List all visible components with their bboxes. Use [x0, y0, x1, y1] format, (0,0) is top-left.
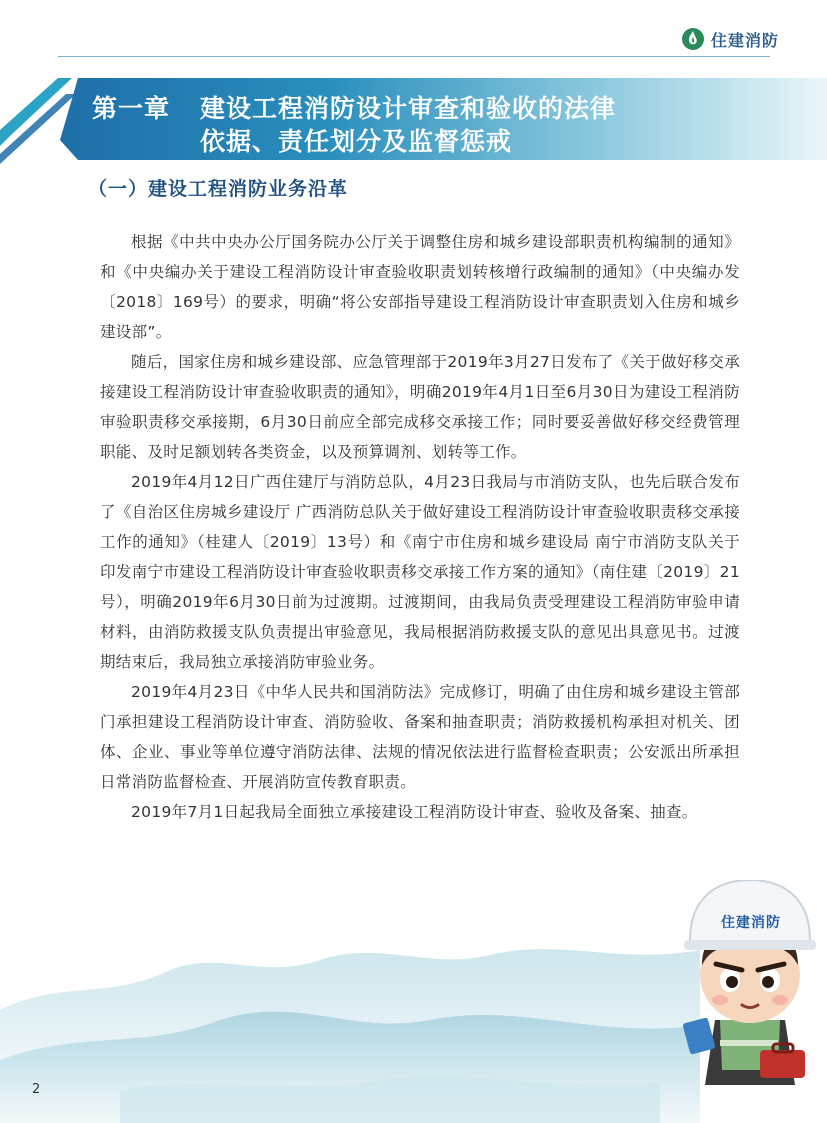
chapter-number: 第一章 [92, 94, 171, 123]
paragraph: 随后，国家住房和城乡建设部、应急管理部于2019年3月27日发布了《关于做好移交承接建设工程消防设计审查验收职责的通知》，明确2019年4月1日至6月30日为建设工程消防审验职责移交承接期，6月30日前应全部完成移交承接工作；同时要妥善做好移交经费管理职能、及时足额划转各类资金，以及预算调剂、划转等工作。 [100, 353, 740, 461]
paragraph: 根据《中共中央办公厅国务院办公厅关于调整住房和城乡建设部职责机构编制的通知》和《中央编办关于建设工程消防设计审查验收职责划转核增行政编制的通知》（中央编办发〔2018〕169号）的要求，明确“将公安部指导建设工程消防设计审查职责划入住房和城乡建设部”。 [100, 233, 740, 341]
page-number: 2 [32, 1082, 41, 1097]
brand [681, 27, 779, 51]
chapter-title [92, 92, 732, 158]
mascot-helmet-text: 住建消防 [721, 915, 781, 931]
fire-safety-logo-icon [681, 27, 705, 51]
chapter-title-line2: 依据、责任划分及监督惩戒 [200, 127, 513, 156]
body-content [100, 227, 740, 827]
paragraph: 2019年7月1日起我局全面独立承接建设工程消防设计审查、验收及备案、抽查。 [131, 803, 698, 821]
paragraph: 2019年4月12日广西住建厅与消防总队，4月23日我局与市消防支队，也先后联合发布了《自治区住房城乡建设厅 广西消防总队关于做好建设工程消防设计审查验收职责移交承接工作的通知》（桂建人〔2019〕13号）和《南宁市住房和城乡建设局 南宁市消防支队关于印发南宁市建设工程消防设计审查验收职责移交承接工作方案的通知》（南住建〔2019〕21号），明确2019年6月30日前为过渡期。过渡期间，由我局负责受理建设工程消防审验申请材料，由消防救援支队负责提出审验意见，我局根据消防救援支队的意见出具意见书。过渡期结束后，我局独立承接消防审验业务。 [100, 473, 740, 671]
brand-text: 住建消防 [710, 30, 779, 50]
paragraph: 2019年4月23日《中华人民共和国消防法》完成修订，明确了由住房和城乡建设主管部门承担建设工程消防设计审查、消防验收、备案和抽查职责；消防救援机构承担对机关、团体、企业、事业等单位遵守消防法律、法规的情况依法进行监督检查职责；公安派出所承担日常消防监督检查、开展消防宣传教育职责。 [100, 683, 740, 791]
section-heading: （一）建设工程消防业务沿革 [88, 178, 349, 200]
chapter-title-line1: 建设工程消防设计审查和验收的法律 [200, 94, 617, 123]
header-divider [58, 56, 770, 57]
